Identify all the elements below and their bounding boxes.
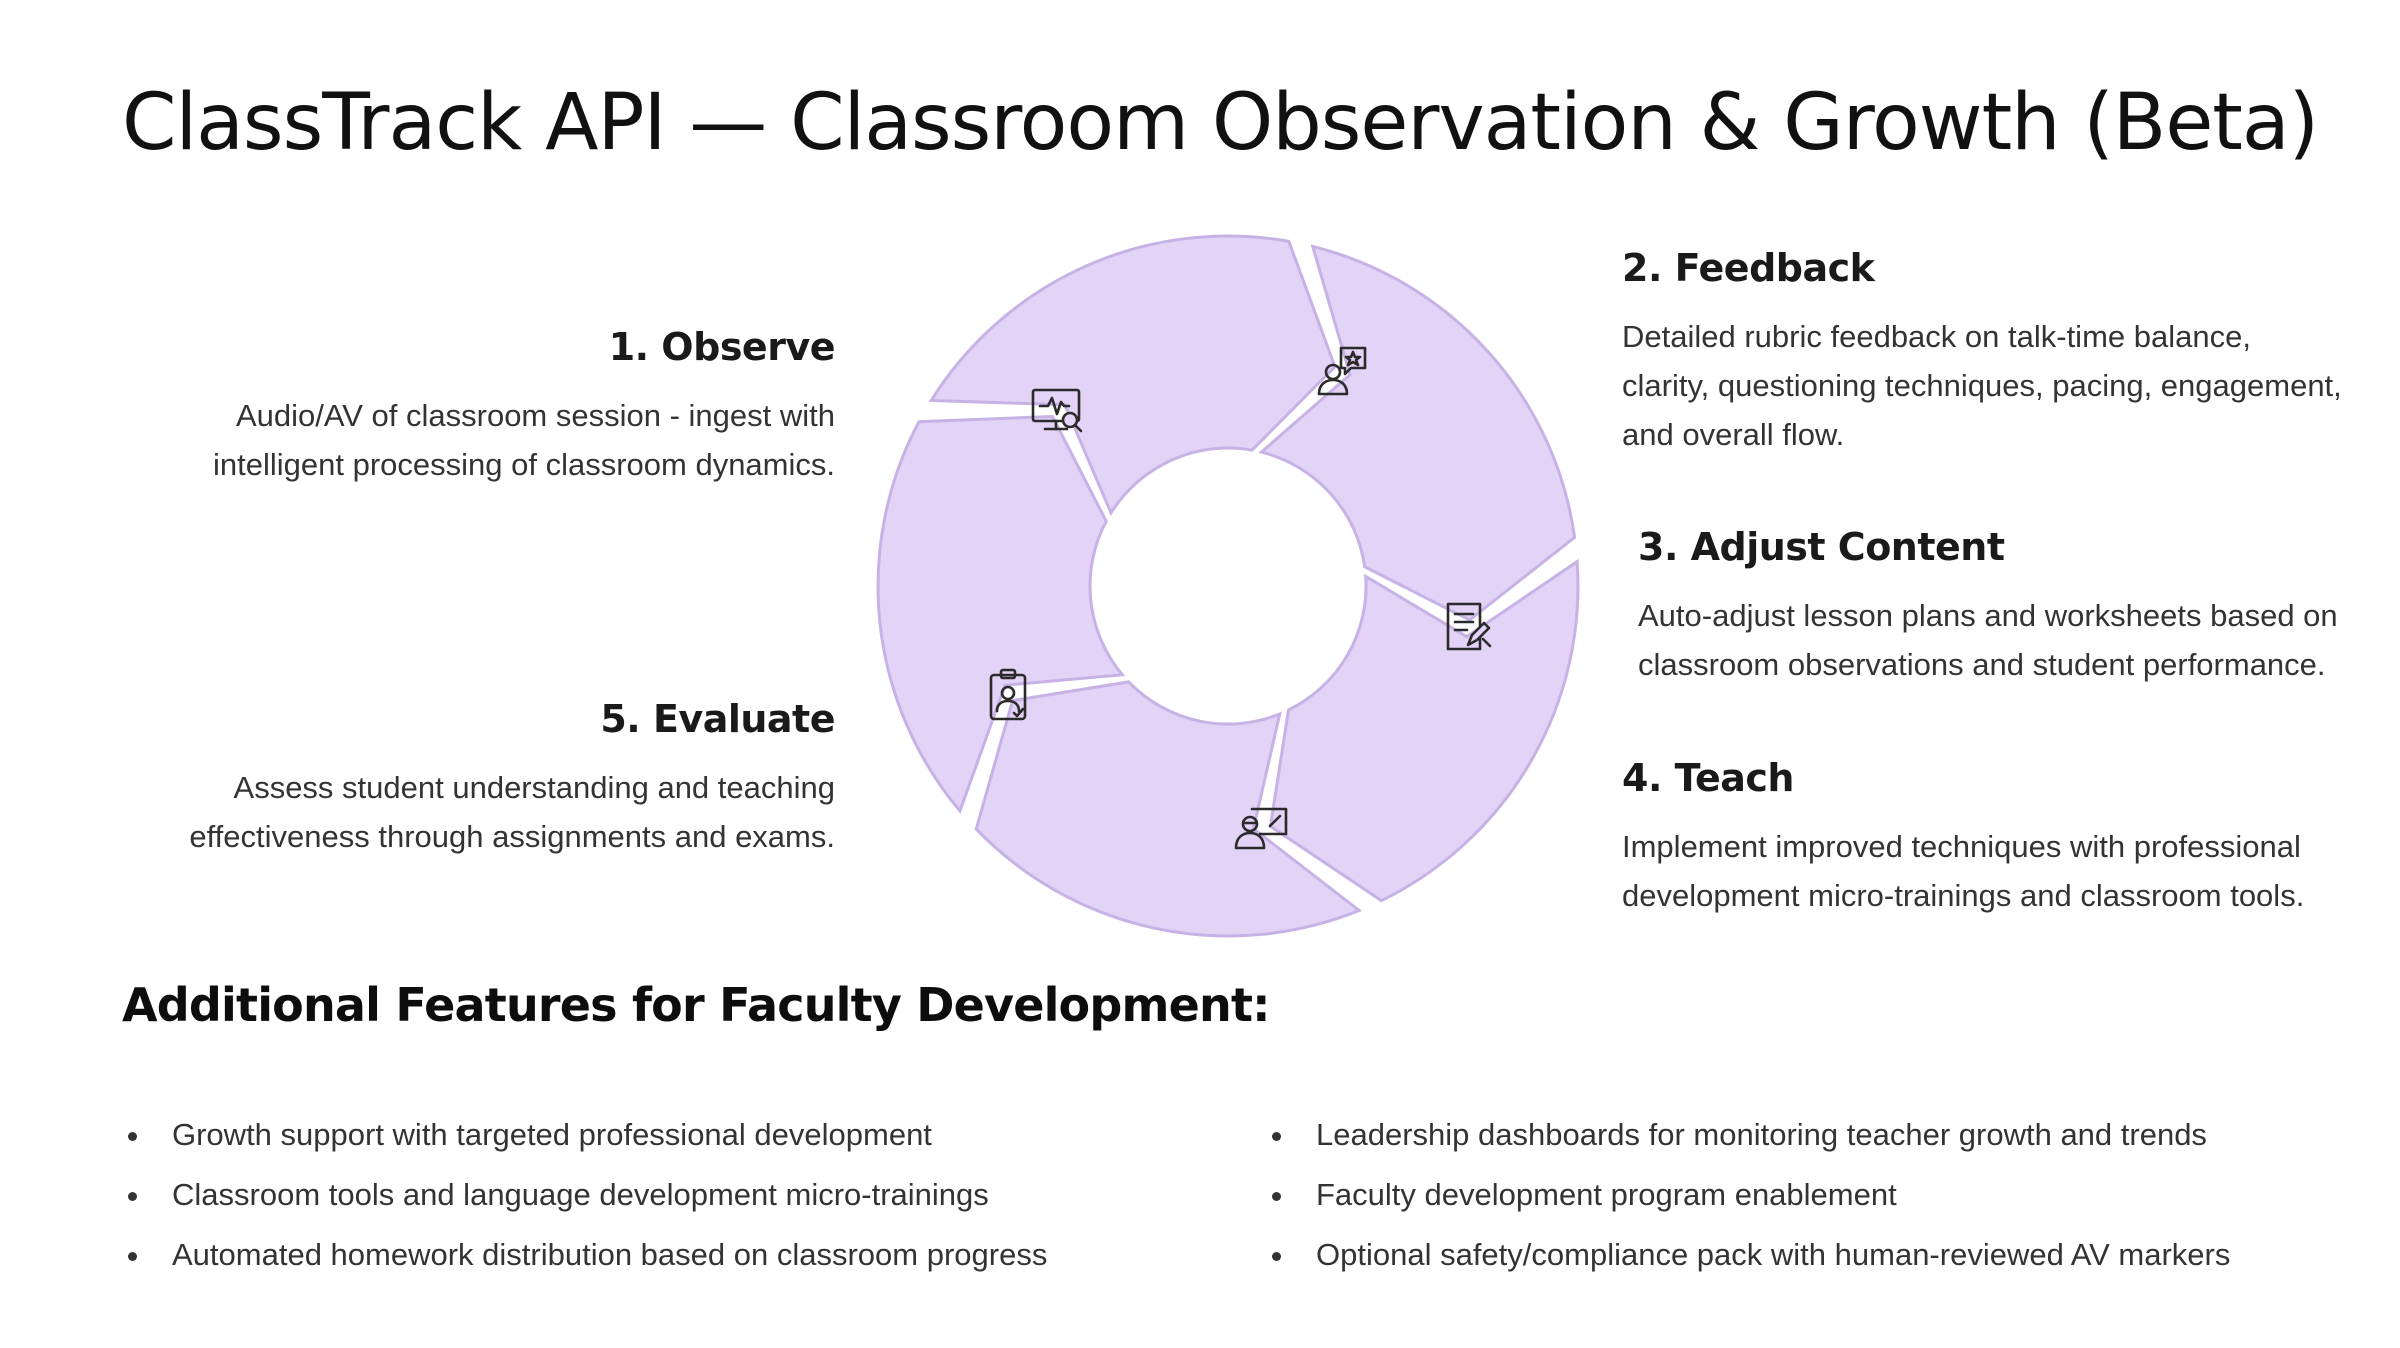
segment-adjust-content bbox=[1270, 562, 1578, 901]
features-list-left bbox=[122, 1105, 1047, 1285]
step-adjust-content-title: 3. Adjust Content bbox=[1638, 525, 2005, 569]
step-adjust-content-description: Auto-adjust lesson plans and worksheets based on classroom observations and student performance. bbox=[1638, 598, 2338, 682]
feature-item: Growth support with targeted professional development bbox=[122, 1105, 1047, 1165]
step-evaluate-description: Assess student understanding and teaching effectiveness through assignments and exams. bbox=[189, 770, 835, 854]
step-evaluate-title: 5. Evaluate bbox=[600, 697, 835, 741]
features-title: Additional Features for Faculty Development: bbox=[122, 978, 1270, 1032]
page-title: ClassTrack API — Classroom Observation & Growth (Beta) bbox=[122, 78, 2319, 168]
step-teach-title: 4. Teach bbox=[1622, 756, 1794, 800]
feature-item: Optional safety/compliance pack with human-reviewed AV markers bbox=[1266, 1225, 2230, 1285]
feature-item: Automated homework distribution based on classroom progress bbox=[122, 1225, 1047, 1285]
feature-item: Leadership dashboards for monitoring teacher growth and trends bbox=[1266, 1105, 2230, 1165]
feature-item: Faculty development program enablement bbox=[1266, 1165, 2230, 1225]
step-feedback-description: Detailed rubric feedback on talk-time balance, clarity, questioning techniques, pacing, engagement, and overall flow. bbox=[1622, 319, 2342, 452]
feature-item: Classroom tools and language development micro-trainings bbox=[122, 1165, 1047, 1225]
step-observe-title: 1. Observe bbox=[608, 325, 835, 369]
step-teach-description: Implement improved techniques with professional development micro-trainings and classroom tools. bbox=[1622, 829, 2305, 913]
step-observe-description: Audio/AV of classroom session - ingest with intelligent processing of classroom dynamics. bbox=[213, 398, 835, 482]
step-feedback-title: 2. Feedback bbox=[1622, 246, 1875, 290]
features-list-right bbox=[1266, 1105, 2230, 1285]
